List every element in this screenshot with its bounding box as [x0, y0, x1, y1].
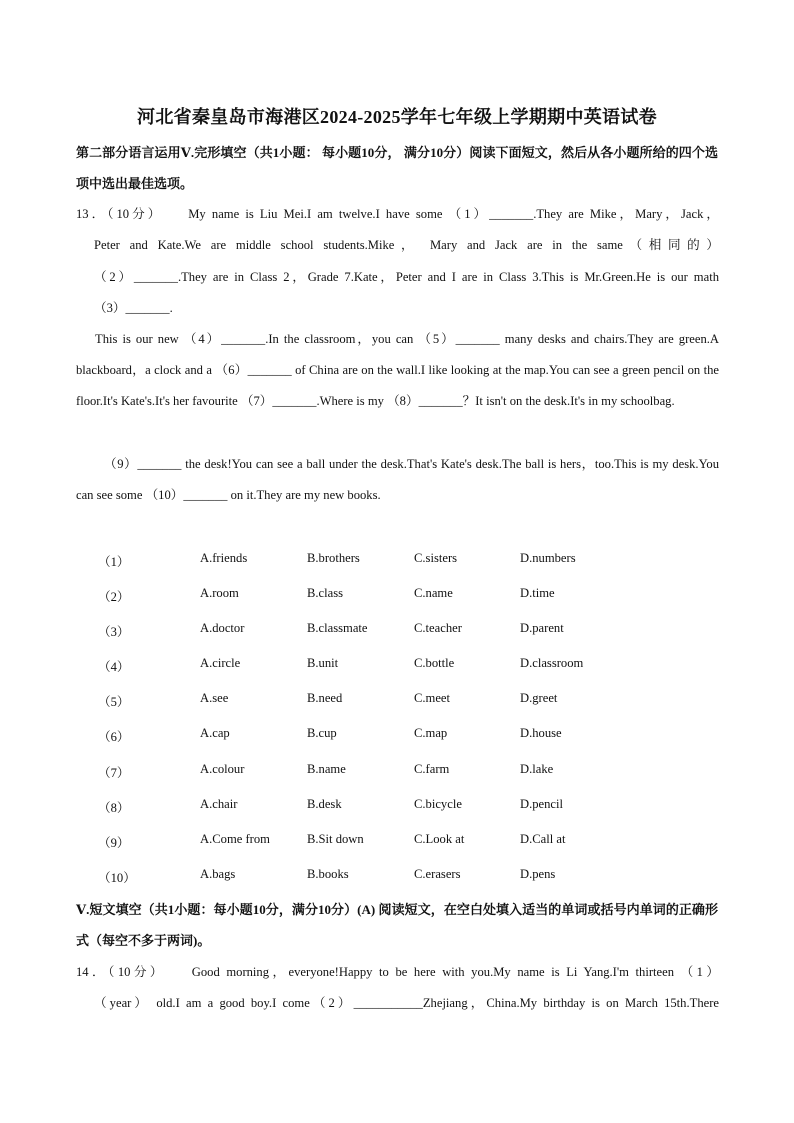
option-row: [98, 726, 658, 746]
option-c: C.farm: [414, 762, 450, 776]
option-c: C.bicycle: [414, 797, 462, 811]
option-number: （2）: [98, 590, 130, 604]
option-number: （10）: [98, 871, 136, 885]
option-a: A.see: [200, 691, 229, 705]
q13-paragraph3: （9）_______ the desk!You can see a ball under the desk.That's Kate's desk.The ball is hers，too.This is my desk.You can see some （10）_______ on it.They are my new books.: [76, 457, 719, 502]
option-d: D.house: [520, 726, 562, 740]
option-a: A.room: [200, 586, 239, 600]
option-a: A.Come from: [200, 832, 270, 846]
option-a: A.circle: [200, 656, 241, 670]
option-d: D.lake: [520, 762, 554, 776]
option-b: B.class: [307, 586, 344, 600]
option-number: （3）: [98, 625, 130, 639]
exam-title: 河北省秦皇岛市海港区2024-2025学年七年级上学期期中英语试卷: [137, 107, 657, 127]
option-number: （6）: [98, 730, 130, 744]
option-b: B.brothers: [307, 551, 360, 565]
option-row: [98, 832, 658, 852]
option-d: D.Call at: [520, 832, 566, 846]
option-a: A.bags: [200, 867, 236, 881]
option-c: C.name: [414, 586, 453, 600]
option-c: C.sisters: [414, 551, 458, 565]
option-b: B.classmate: [307, 621, 368, 635]
option-d: D.pens: [520, 867, 556, 881]
option-number: （7）: [98, 766, 130, 780]
option-a: A.colour: [200, 762, 245, 776]
q13-paragraph2: This is our new （4）_______.In the classroom，you can （5）_______ many desks and chairs.They are green.A blackboard，a clock and a （6）_______ of China are on the wall.I like looking at the map.You can see a green pencil on the floor.It's Kate's.It's her favourite （7）_______.Where is my （8）_______？It isn't on the desk.It's in my schoolbag.: [76, 332, 719, 408]
option-number: （9）: [98, 836, 130, 850]
q14-line1: 14．（10分） Good morning，everyone!Happy to be here with you.My name is Li Yang.I'm thirteen （1）: [76, 965, 719, 979]
option-row: [98, 867, 658, 887]
q13-line3: （2）_______.They are in Class 2，Grade 7.Kate，Peter and I are in Class 3.This is Mr.Green.He is our math: [94, 270, 719, 284]
option-number: （1）: [98, 555, 130, 569]
option-row: [98, 691, 658, 711]
option-d: D.time: [520, 586, 555, 600]
q13-line1: 13．（10分） My name is Liu Mei.I am twelve.I have some （1）_______.They are Mike，Mary，Jack，: [76, 207, 719, 221]
option-a: A.cap: [200, 726, 230, 740]
option-b: B.need: [307, 691, 343, 705]
option-b: B.desk: [307, 797, 342, 811]
option-b: B.Sit down: [307, 832, 364, 846]
option-a: A.doctor: [200, 621, 245, 635]
option-number: （8）: [98, 801, 130, 815]
option-c: C.meet: [414, 691, 451, 705]
option-d: D.numbers: [520, 551, 576, 565]
option-c: C.teacher: [414, 621, 462, 635]
option-b: B.unit: [307, 656, 339, 670]
option-row: [98, 621, 658, 641]
option-row: [98, 586, 658, 606]
option-c: C.bottle: [414, 656, 455, 670]
option-b: B.name: [307, 762, 346, 776]
option-row: [98, 551, 658, 571]
option-a: A.chair: [200, 797, 238, 811]
q14-line2: （year） old.I am a good boy.I come（2）___________Zhejiang，China.My birthday is on March 15th.There: [94, 996, 719, 1010]
q13-line4: （3）_______.: [94, 301, 173, 315]
option-d: D.parent: [520, 621, 564, 635]
option-row: [98, 656, 658, 676]
option-row: [98, 797, 658, 817]
section2-heading: 第二部分语言运用Ⅴ.完形填空（共1小题： 每小题10分， 满分10分）阅读下面短文，然后从各小题所给的四个选项中选出最佳选项。: [76, 145, 718, 191]
option-d: D.greet: [520, 691, 558, 705]
option-row: [98, 762, 658, 782]
option-d: D.classroom: [520, 656, 584, 670]
option-b: B.cup: [307, 726, 337, 740]
option-c: C.map: [414, 726, 448, 740]
option-c: C.Look at: [414, 832, 465, 846]
section5-heading: Ⅴ.短文填空（共1小题：每小题10分，满分10分）(A) 阅读短文，在空白处填入适当的单词或括号内单词的正确形式（每空不多于两词)。: [76, 902, 718, 948]
option-c: C.erasers: [414, 867, 461, 881]
option-number: （4）: [98, 660, 130, 674]
option-d: D.pencil: [520, 797, 564, 811]
option-a: A.friends: [200, 551, 248, 565]
option-number: （5）: [98, 695, 130, 709]
option-b: B.books: [307, 867, 349, 881]
q13-line2: Peter and Kate.We are middle school students.Mike， Mary and Jack are in the same（相同的）: [94, 238, 719, 252]
